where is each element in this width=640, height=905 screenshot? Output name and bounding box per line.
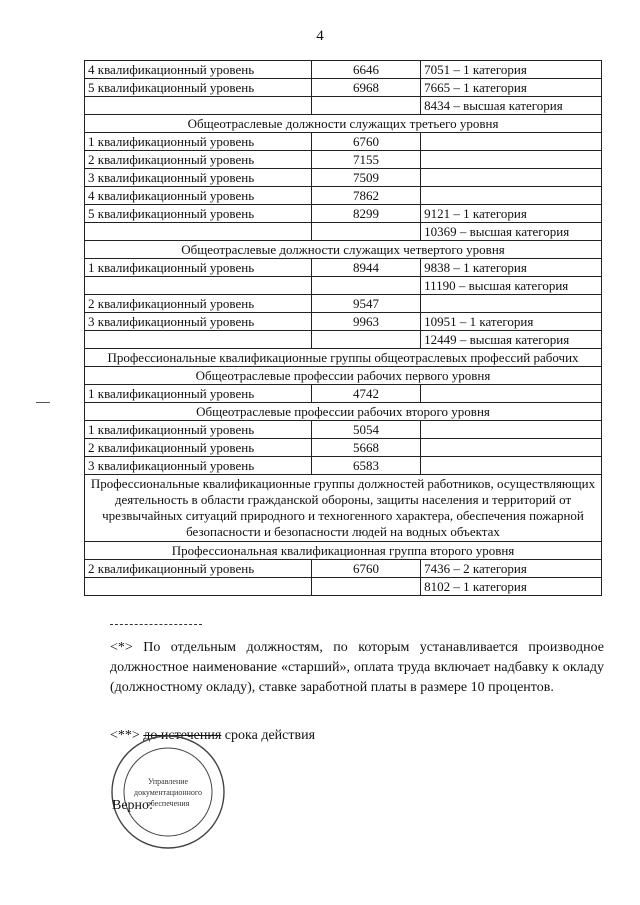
table-section-row — [85, 403, 602, 421]
category-note-cell — [421, 421, 602, 439]
official-stamp-seal — [108, 732, 228, 852]
category-note-cell: 11190 – высшая категория — [421, 277, 602, 295]
table-row — [85, 331, 602, 349]
table-section-row — [85, 115, 602, 133]
salary-value-cell: 8299 — [311, 205, 420, 223]
stamp-line-2: документационного — [134, 788, 202, 797]
table-row — [85, 205, 602, 223]
category-note-cell: 7436 – 2 категория — [421, 560, 602, 578]
qualification-level-cell: 1 квалификационный уровень — [85, 259, 312, 277]
margin-mark — [36, 402, 50, 403]
category-note-cell — [421, 151, 602, 169]
qualification-level-cell: 5 квалификационный уровень — [85, 205, 312, 223]
qualification-level-cell: 5 квалификационный уровень — [85, 79, 312, 97]
footnote-older-title: <*> По отдельным должностям, по которым устанавливается производное должностное наименование «старший», оплата труда включает надбавку к окладу (должностному окладу), ставке заработной платы в размере 10 процентов. — [110, 640, 604, 695]
table-row — [85, 79, 602, 97]
qualification-level-cell: 3 квалификационный уровень — [85, 457, 312, 475]
salary-value-cell: 9963 — [311, 313, 420, 331]
qualification-level-cell: 4 квалификационный уровень — [85, 61, 312, 79]
footnote-separator — [110, 624, 202, 625]
salary-value-cell: 6583 — [311, 457, 420, 475]
category-note-cell: 12449 – высшая категория — [421, 331, 602, 349]
table-row — [85, 223, 602, 241]
table-row — [85, 313, 602, 331]
table-section-row — [85, 367, 602, 385]
qualification-level-cell: 3 квалификационный уровень — [85, 313, 312, 331]
category-note-cell: 9121 – 1 категория — [421, 205, 602, 223]
salary-value-cell: 4742 — [311, 385, 420, 403]
table-row — [85, 61, 602, 79]
category-note-cell — [421, 439, 602, 457]
qualification-level-cell: 2 квалификационный уровень — [85, 295, 312, 313]
qualification-level-cell — [85, 578, 312, 596]
category-note-cell — [421, 169, 602, 187]
table-section-row — [85, 241, 602, 259]
table-row — [85, 385, 602, 403]
salary-value-cell: 7155 — [311, 151, 420, 169]
qualification-level-cell: 2 квалификационный уровень — [85, 439, 312, 457]
table-section-row — [85, 542, 602, 560]
salary-value-cell: 7509 — [311, 169, 420, 187]
section-heading: Общеотраслевые профессии рабочих первого уровня — [85, 367, 602, 385]
salary-value-cell: 5668 — [311, 439, 420, 457]
salary-value-cell: 6760 — [311, 560, 420, 578]
salary-value-cell: 8944 — [311, 259, 420, 277]
table-row — [85, 578, 602, 596]
qualification-level-cell: 3 квалификационный уровень — [85, 169, 312, 187]
verno-label: Верно: — [112, 798, 153, 813]
category-note-cell: 7665 – 1 категория — [421, 79, 602, 97]
section-heading: Общеотраслевые должности служащих четвертого уровня — [85, 241, 602, 259]
stamp-line-3: обеспечения — [146, 799, 190, 808]
qualification-level-cell: 4 квалификационный уровень — [85, 187, 312, 205]
salary-table — [84, 60, 602, 596]
table-section-row — [85, 349, 602, 367]
category-note-cell: 9838 – 1 категория — [421, 259, 602, 277]
category-note-cell — [421, 295, 602, 313]
qualification-level-cell — [85, 97, 312, 115]
section-heading: Общеотраслевые профессии рабочих второго уровня — [85, 403, 602, 421]
category-note-cell: 7051 – 1 категория — [421, 61, 602, 79]
table-row — [85, 295, 602, 313]
table-row — [85, 439, 602, 457]
category-note-cell: 8102 – 1 категория — [421, 578, 602, 596]
category-note-cell — [421, 133, 602, 151]
table-row — [85, 259, 602, 277]
section-heading: Профессиональные квалификационные группы должностей работников, осуществляющих деятельность в области гражданской обороны, защиты населения и территорий от чрезвычайных ситуаций природного и техногенного характера, обеспечения пожарной безопасности и безопасности людей на водных объектах — [85, 475, 602, 542]
qualification-level-cell: 2 квалификационный уровень — [85, 560, 312, 578]
table-row — [85, 421, 602, 439]
section-heading: Профессиональная квалификационная группа второго уровня — [85, 542, 602, 560]
stamp-line-1: Управление — [147, 777, 189, 786]
qualification-level-cell — [85, 331, 312, 349]
category-note-cell — [421, 187, 602, 205]
category-note-cell: 8434 – высшая категория — [421, 97, 602, 115]
salary-value-cell — [311, 97, 420, 115]
salary-value-cell: 9547 — [311, 295, 420, 313]
salary-value-cell — [311, 331, 420, 349]
table-row — [85, 277, 602, 295]
table-section-row — [85, 475, 602, 542]
table-row — [85, 560, 602, 578]
table-row — [85, 133, 602, 151]
salary-table-body — [85, 61, 602, 596]
table-row — [85, 169, 602, 187]
page-number: 4 — [316, 28, 324, 44]
qualification-level-cell: 1 квалификационный уровень — [85, 133, 312, 151]
category-note-cell — [421, 385, 602, 403]
qualification-level-cell: 1 квалификационный уровень — [85, 385, 312, 403]
salary-value-cell: 6968 — [311, 79, 420, 97]
qualification-level-cell — [85, 277, 312, 295]
salary-value-cell — [311, 578, 420, 596]
salary-value-cell: 6760 — [311, 133, 420, 151]
table-row — [85, 457, 602, 475]
salary-value-cell: 5054 — [311, 421, 420, 439]
footnote-rest-text: срока действия — [221, 728, 316, 743]
salary-value-cell: 6646 — [311, 61, 420, 79]
qualification-level-cell: 1 квалификационный уровень — [85, 421, 312, 439]
footnote-marker: <**> — [110, 728, 140, 743]
salary-value-cell — [311, 277, 420, 295]
table-row — [85, 187, 602, 205]
qualification-level-cell: 2 квалификационный уровень — [85, 151, 312, 169]
table-row — [85, 97, 602, 115]
section-heading: Профессиональные квалификационные группы общеотраслевых профессий рабочих — [85, 349, 602, 367]
qualification-level-cell — [85, 223, 312, 241]
section-heading: Общеотраслевые должности служащих третьего уровня — [85, 115, 602, 133]
footnote-struck-text: до истечения — [143, 728, 222, 743]
table-row — [85, 151, 602, 169]
salary-value-cell — [311, 223, 420, 241]
category-note-cell — [421, 457, 602, 475]
category-note-cell: 10951 – 1 категория — [421, 313, 602, 331]
category-note-cell: 10369 – высшая категория — [421, 223, 602, 241]
salary-value-cell: 7862 — [311, 187, 420, 205]
